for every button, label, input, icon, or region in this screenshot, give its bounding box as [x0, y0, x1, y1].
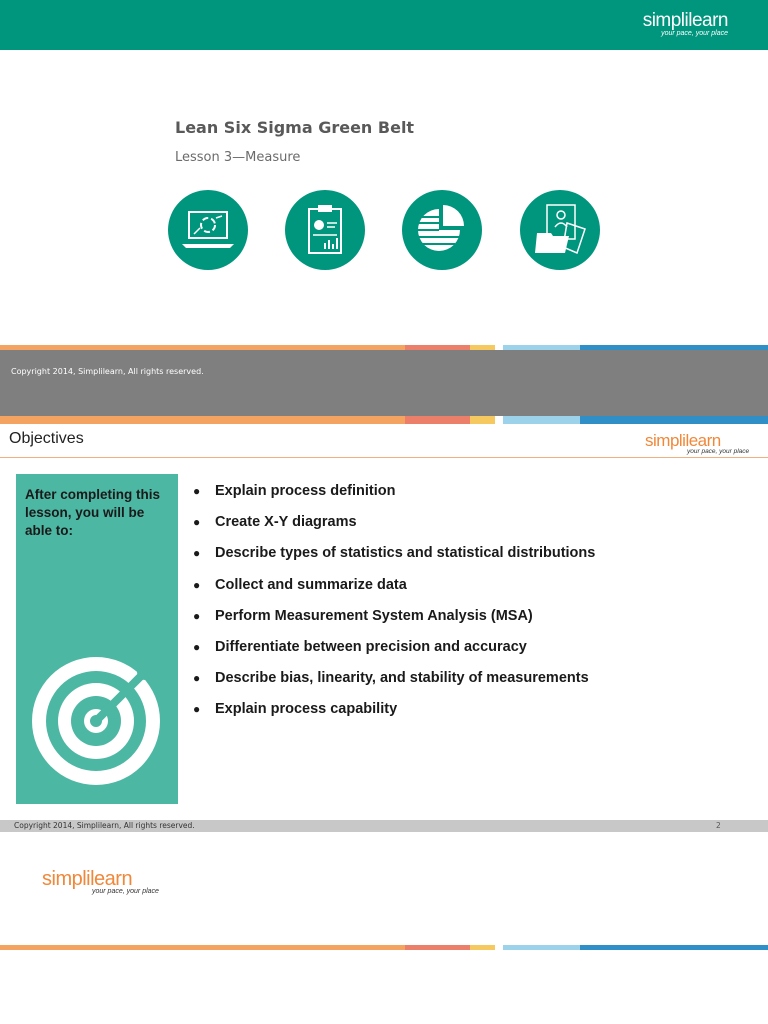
slide-title: Objectives	[9, 430, 84, 447]
logo-tagline: your pace, your place	[661, 30, 728, 37]
logo-brand-text: simplilearn	[642, 10, 728, 31]
list-item	[193, 668, 595, 699]
list-item	[193, 481, 595, 512]
logo-brand-text: simplilearn	[42, 868, 133, 890]
objective-text: Explain process capability	[215, 701, 398, 718]
bullet-icon: ●	[193, 577, 201, 592]
bullet-icon: ●	[193, 702, 201, 717]
pie-chart-icon	[402, 190, 482, 270]
footer-band	[0, 350, 768, 416]
bullet-icon: ●	[193, 515, 201, 530]
objective-text: Describe types of statistics and statistical distributions	[215, 545, 596, 562]
list-item	[193, 575, 595, 606]
list-item	[193, 512, 595, 543]
objective-text: Differentiate between precision and accuracy	[215, 638, 527, 655]
course-title: Lean Six Sigma Green Belt	[175, 118, 415, 137]
objective-text: Describe bias, linearity, and stability of measurements	[215, 670, 589, 687]
title-divider	[0, 457, 768, 458]
list-item	[193, 637, 595, 668]
bullet-icon: ●	[193, 671, 201, 686]
simplilearn-logo	[42, 868, 159, 895]
logo-tagline: your pace, your place	[687, 448, 750, 455]
simplilearn-logo	[643, 10, 728, 37]
bullet-icon: ●	[193, 484, 201, 498]
logo-tagline: your pace, your place	[92, 888, 159, 895]
panel-intro-text: After completing this lesson, you will be able to:	[25, 487, 161, 538]
copyright-text: Copyright 2014, Simplilearn, All rights reserved.	[11, 367, 204, 376]
list-item	[193, 543, 595, 574]
copyright-text: Copyright 2014, Simplilearn, All rights reserved.	[14, 821, 195, 830]
objective-text: Explain process definition	[215, 483, 396, 499]
bullet-icon: ●	[193, 639, 201, 654]
laptop-chart-icon	[168, 190, 248, 270]
decorative-stripe	[0, 945, 768, 950]
list-item	[193, 606, 595, 637]
simplilearn-logo	[645, 431, 749, 455]
objective-text: Collect and summarize data	[215, 576, 407, 593]
clipboard-report-icon	[285, 190, 365, 270]
lesson-title: Lesson 3—Measure	[175, 150, 301, 165]
objectives-list	[193, 481, 595, 731]
logo-brand-text: simplilearn	[645, 431, 721, 450]
target-icon	[30, 655, 170, 799]
bullet-icon: ●	[193, 608, 201, 623]
objective-text: Create X-Y diagrams	[215, 514, 357, 531]
page-number: 2	[716, 821, 721, 830]
objective-text: Perform Measurement System Analysis (MSA)	[215, 607, 533, 624]
list-item	[193, 699, 595, 730]
bullet-icon: ●	[193, 546, 201, 561]
decorative-stripe	[0, 416, 768, 424]
folder-documents-icon	[520, 190, 600, 270]
